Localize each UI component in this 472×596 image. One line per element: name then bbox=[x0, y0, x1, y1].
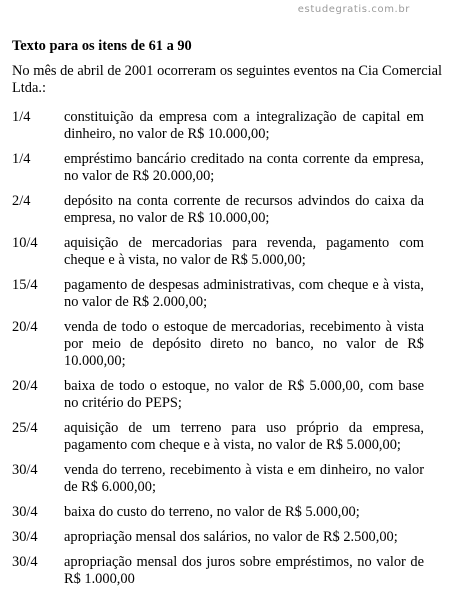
event-item bbox=[12, 235, 472, 269]
event-item bbox=[12, 277, 472, 311]
event-item bbox=[12, 319, 472, 370]
event-date: 30/4 bbox=[12, 554, 38, 570]
intro-paragraph: No mês de abril de 2001 ocorreram os seguintes eventos na Cia Comercial Ltda.: bbox=[12, 63, 442, 96]
event-item bbox=[12, 462, 472, 496]
event-description: aquisição de mercadorias para revenda, pagamento com cheque e à vista, no valor de R$ 5.000,00; bbox=[64, 235, 424, 268]
event-date: 30/4 bbox=[12, 529, 38, 545]
event-date: 1/4 bbox=[12, 109, 31, 125]
event-description: pagamento de despesas administrativas, com cheque e à vista, no valor de R$ 2.000,00; bbox=[64, 277, 424, 310]
event-item bbox=[12, 420, 472, 454]
event-list bbox=[12, 109, 472, 588]
section-heading: Texto para os itens de 61 a 90 bbox=[12, 38, 192, 54]
event-date: 15/4 bbox=[12, 277, 38, 293]
document-body bbox=[12, 38, 472, 596]
event-date: 30/4 bbox=[12, 462, 38, 478]
event-item bbox=[12, 529, 472, 546]
event-date: 30/4 bbox=[12, 504, 38, 520]
site-watermark: estudegratis.com.br bbox=[297, 4, 410, 15]
event-date: 10/4 bbox=[12, 235, 38, 251]
event-item bbox=[12, 378, 472, 412]
event-date: 1/4 bbox=[12, 151, 31, 167]
event-description: apropriação mensal dos salários, no valor de R$ 2.500,00; bbox=[64, 529, 398, 545]
event-item bbox=[12, 554, 472, 588]
event-description: baixa de todo o estoque, no valor de R$ 5.000,00, com base no critério do PEPS; bbox=[64, 378, 424, 411]
event-date: 20/4 bbox=[12, 378, 38, 394]
event-item bbox=[12, 193, 472, 227]
event-item bbox=[12, 151, 472, 185]
event-description: constituição da empresa com a integralização de capital em dinheiro, no valor de R$ 10.000,00; bbox=[64, 109, 424, 142]
event-description: venda de todo o estoque de mercadorias, recebimento à vista por meio de depósito direto no banco, no valor de R$ 10.000,00; bbox=[64, 319, 424, 369]
event-item bbox=[12, 109, 472, 143]
event-description: depósito na conta corrente de recursos advindos do caixa da empresa, no valor de R$ 10.000,00; bbox=[64, 193, 424, 226]
event-description: baixa do custo do terreno, no valor de R$ 5.000,00; bbox=[64, 504, 360, 520]
event-description: venda do terreno, recebimento à vista e em dinheiro, no valor de R$ 6.000,00; bbox=[64, 462, 424, 495]
event-description: empréstimo bancário creditado na conta corrente da empresa, no valor de R$ 20.000,00; bbox=[64, 151, 424, 184]
event-item bbox=[12, 504, 472, 521]
event-date: 20/4 bbox=[12, 319, 38, 335]
event-description: aquisição de um terreno para uso próprio da empresa, pagamento com cheque e à vista, no valor de R$ 5.000,00; bbox=[64, 420, 424, 453]
event-description: apropriação mensal dos juros sobre empréstimos, no valor de R$ 1.000,00 bbox=[64, 554, 424, 587]
event-date: 25/4 bbox=[12, 420, 38, 436]
event-date: 2/4 bbox=[12, 193, 31, 209]
